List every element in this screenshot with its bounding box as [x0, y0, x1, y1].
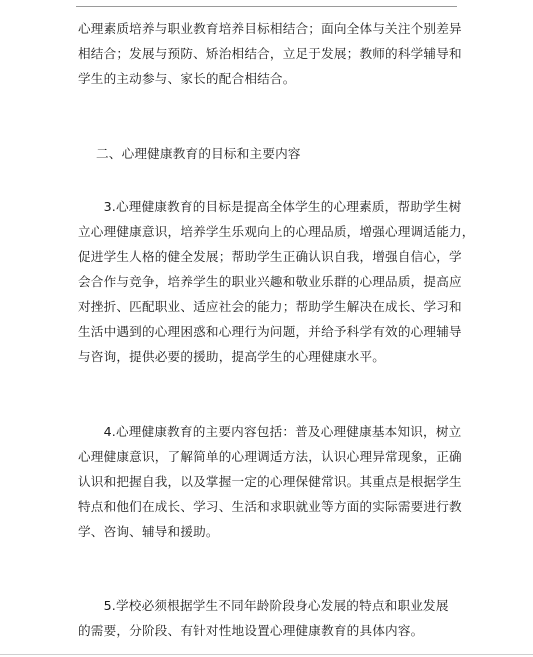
paragraph-line: 生活中遇到的心理困惑和心理行为问题，并给予科学有效的心理辅导	[78, 324, 462, 339]
paragraph-line: 与咨询，提供必要的援助，提高学生的心理健康水平。	[78, 349, 386, 364]
paragraph-line: 4.心理健康教育的主要内容包括：普及心理健康基本知识，树立	[78, 424, 462, 439]
section-heading: 二、心理健康教育的目标和主要内容	[96, 146, 301, 161]
paragraph-line: 特点和他们在成长、学习、生活和求职就业等方面的实际需要进行教	[78, 499, 462, 514]
paragraph-line: 认识和把握自我，以及掌握一定的心理保健常识。其重点是根据学生	[78, 474, 462, 489]
paragraph-line: 对挫折、匹配职业、适应社会的能力；帮助学生解决在成长、学习和	[78, 299, 462, 314]
paragraph-line: 学、咨询、辅导和援助。	[78, 524, 219, 539]
paragraph-line: 的需要，分阶段、有针对性地设置心理健康教育的具体内容。	[78, 623, 424, 638]
paragraph-goals	[78, 194, 475, 369]
paragraph-requirement	[78, 593, 462, 643]
intro-line: 学生的主动参与、家长的配合相结合。	[78, 71, 296, 86]
paragraph-content	[78, 419, 462, 544]
header-rule	[76, 6, 457, 7]
intro-line: 相结合；发展与预防、矫治相结合，立足于发展；教师的科学辅导和	[78, 46, 462, 61]
paragraph-line: 3.心理健康教育的目标是提高全体学生的心理素质，帮助学生树	[78, 199, 462, 214]
paragraph-line: 会合作与竞争，培养学生的职业兴趣和敬业乐群的心理品质，提高应	[78, 274, 462, 289]
intro-line: 心理素质培养与职业教育培养目标相结合；面向全体与关注个别差异	[78, 21, 462, 36]
page-bottom-edge	[0, 654, 533, 655]
paragraph-line: 心理健康意识，了解简单的心理调适方法，认识心理异常现象，正确	[78, 449, 462, 464]
paragraph-line: 立心理健康意识，培养学生乐观向上的心理品质，增强心理调适能力，	[78, 224, 475, 239]
paragraph-line: 5.学校必须根据学生不同年龄阶段身心发展的特点和职业发展	[78, 598, 449, 613]
intro-paragraph	[78, 16, 462, 91]
paragraph-line: 促进学生人格的健全发展；帮助学生正确认识自我，增强自信心，学	[78, 249, 462, 264]
